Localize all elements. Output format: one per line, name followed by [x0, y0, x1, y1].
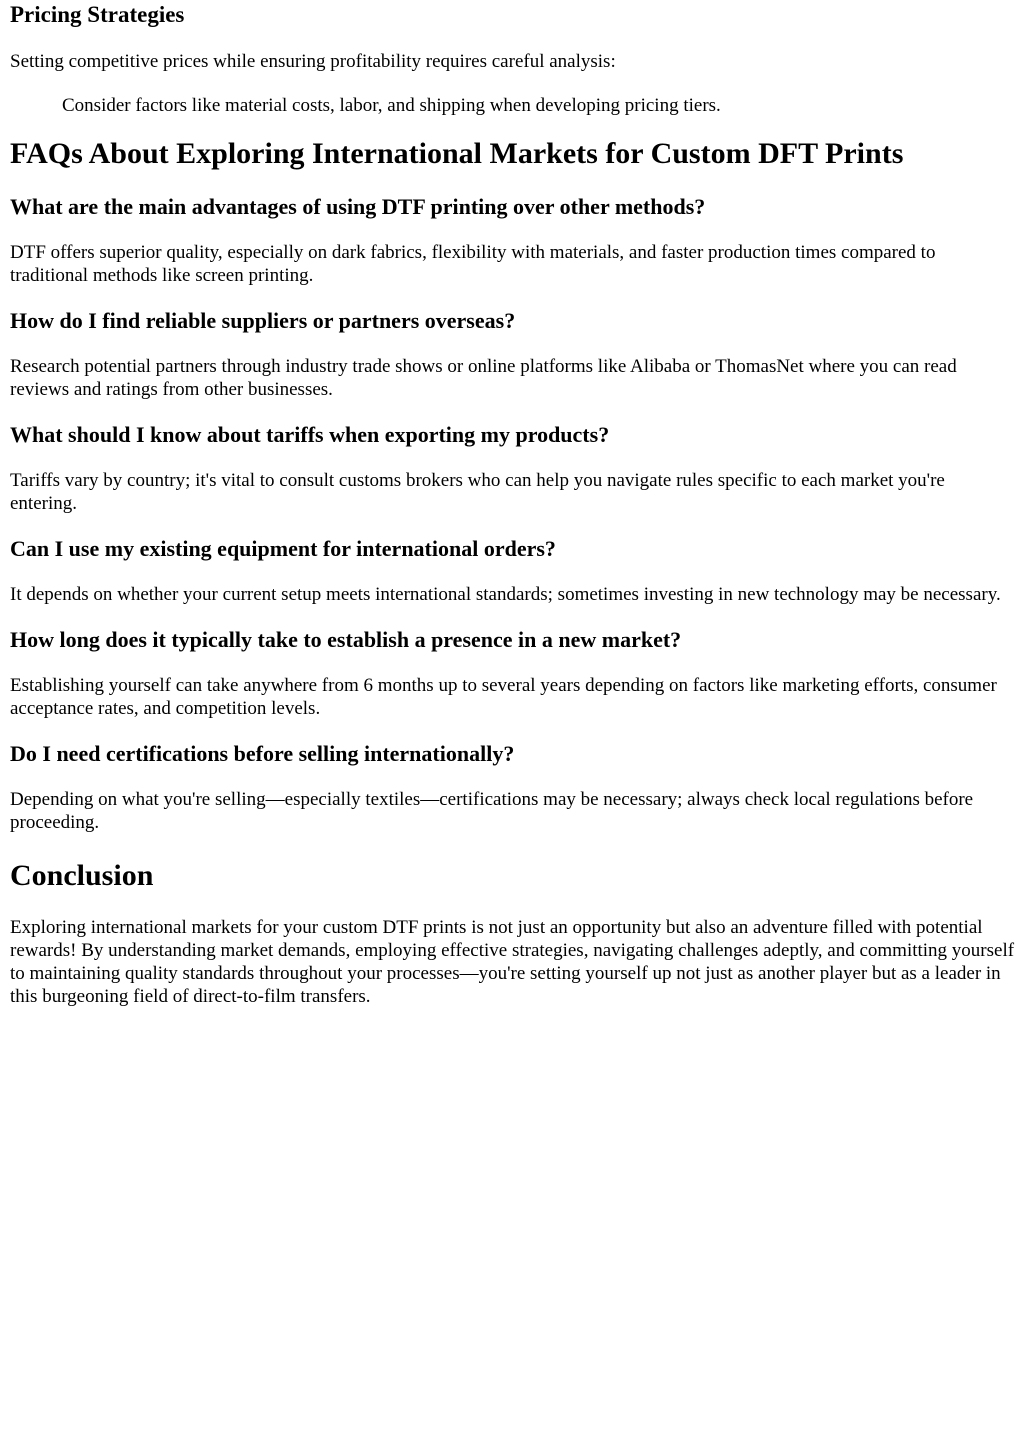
faq-question: Do I need certifications before selling internationally?	[10, 741, 515, 766]
faq-list	[10, 193, 1016, 834]
faq-item	[10, 421, 1016, 515]
pricing-heading: Pricing Strategies	[10, 2, 185, 27]
faq-item	[10, 626, 1016, 720]
faq-question: What should I know about tariffs when exporting my products?	[10, 422, 610, 447]
conclusion-heading: Conclusion	[10, 859, 154, 892]
conclusion-section	[10, 858, 1016, 1008]
faq-question: What are the main advantages of using DTF printing over other methods?	[10, 194, 706, 219]
pricing-intro: Setting competitive prices while ensuring profitability requires careful analysis:	[10, 51, 616, 72]
faq-item	[10, 193, 1016, 287]
faq-question: Can I use my existing equipment for international orders?	[10, 536, 556, 561]
faq-item	[10, 740, 1016, 834]
faq-section	[10, 136, 1016, 834]
faq-answer: It depends on whether your current setup meets international standards; sometimes investing in new technology may be necessary.	[10, 584, 1001, 605]
faq-answer: Research potential partners through industry trade shows or online platforms like Alibaba or ThomasNet where you can read reviews and ratings from other businesses.	[10, 356, 957, 400]
pricing-section	[10, 0, 1016, 117]
faq-answer: DTF offers superior quality, especially on dark fabrics, flexibility with materials, and faster production times compared to traditional methods like screen printing.	[10, 242, 936, 286]
pricing-quote: Consider factors like material costs, labor, and shipping when developing pricing tiers.	[62, 95, 721, 116]
faq-answer: Establishing yourself can take anywhere from 6 months up to several years depending on factors like marketing efforts, consumer acceptance rates, and competition levels.	[10, 675, 997, 719]
faq-answer: Depending on what you're selling—especially textiles—certifications may be necessary; always check local regulations before proceeding.	[10, 789, 974, 833]
faq-question: How long does it typically take to establish a presence in a new market?	[10, 627, 682, 652]
faq-question: How do I find reliable suppliers or partners overseas?	[10, 308, 516, 333]
faq-item	[10, 535, 1016, 606]
faq-item	[10, 307, 1016, 401]
faq-heading: FAQs About Exploring International Markets for Custom DFT Prints	[10, 137, 904, 170]
conclusion-text: Exploring international markets for your custom DTF prints is not just an opportunity but also an adventure filled with potential rewards! By understanding market demands, employing effective strategies, navigating challenges adeptly, and committing yourself to maintaining quality standards throughout your processes—you're setting yourself up not just as another player but as a leader in this burgeoning field of direct-to-film transfers.	[10, 917, 1015, 1007]
faq-answer: Tariffs vary by country; it's vital to consult customs brokers who can help you navigate rules specific to each market you're entering.	[10, 470, 945, 514]
